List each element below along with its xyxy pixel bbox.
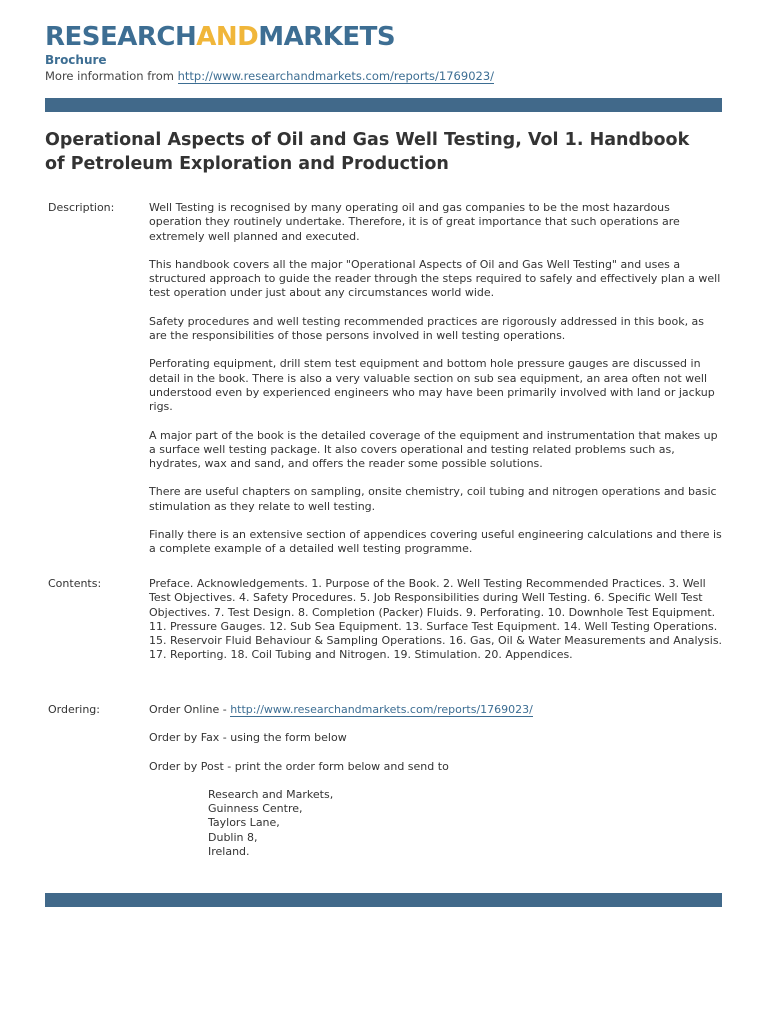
logo-research: RESEARCH	[45, 22, 197, 52]
description-paragraph: Finally there is an extensive section of appendices covering useful engineering calculations and there is a complete example of a detailed well testing programme.	[149, 528, 722, 556]
description-content	[149, 201, 723, 571]
address-line: Dublin 8,	[208, 830, 258, 844]
more-info-text: More information from	[45, 69, 178, 83]
brochure-label: Brochure	[45, 53, 107, 67]
address-line: Ireland.	[208, 845, 250, 859]
page-title: Operational Aspects of Oil and Gas Well Testing, Vol 1. Handbook of Petroleum Exploration and Production	[45, 130, 690, 174]
contents-label: Contents:	[48, 577, 102, 590]
more-info-line	[45, 69, 494, 83]
order-online-link[interactable]: http://www.researchandmarkets.com/reports/1769023/	[230, 703, 533, 716]
address-line: Taylors Lane,	[208, 816, 280, 830]
company-logo	[45, 22, 395, 52]
description-paragraph: Well Testing is recognised by many operating oil and gas companies to be the most hazardous operation they routinely undertake. Therefore, it is of great importance that such operations are extremely well planned and executed.	[149, 201, 680, 243]
order-online-text: Order Online -	[149, 703, 231, 716]
postal-address	[149, 788, 723, 859]
ordering-content	[149, 703, 723, 859]
order-post-line: Order by Post - print the order form below and send to	[149, 759, 449, 773]
order-online-line	[149, 703, 723, 717]
description-paragraph: A major part of the book is the detailed coverage of the equipment and instrumentation that makes up a surface well testing package. It also covers operational and testing related problems such as, hydrates, wax and sand, and offers the reader some possible solutions.	[149, 428, 718, 471]
logo-and: AND	[196, 22, 259, 52]
report-link[interactable]: http://www.researchandmarkets.com/reports/1769023/	[177, 69, 495, 83]
top-divider-bar	[45, 98, 722, 112]
bottom-divider-bar	[45, 893, 722, 907]
description-paragraph: There are useful chapters on sampling, onsite chemistry, coil tubing and nitrogen operations and basic stimulation as they relate to well testing.	[149, 485, 717, 513]
description-label: Description:	[48, 201, 115, 214]
description-paragraph: Perforating equipment, drill stem test equipment and bottom hole pressure gauges are discussed in detail in the book. There is also a very valuable section on sub sea equipment, an area often not well understood even by experienced engineers who may have been primarily involved with land or jackup rigs.	[149, 357, 715, 414]
ordering-label: Ordering:	[48, 703, 100, 716]
description-paragraph: Safety procedures and well testing recommended practices are rigorously addressed in this book, as are the responsibilities of those persons involved in well testing operations.	[149, 314, 705, 343]
address-line: Guinness Centre,	[208, 802, 303, 816]
logo-markets: MARKETS	[258, 22, 396, 52]
contents-text: Preface. Acknowledgements. 1. Purpose of the Book. 2. Well Testing Recommended Practices. 3. Well Test Objectives. 4. Safety Procedures. 5. Job Responsibilities during Well Testing. 6. Specific Well Test Objectives. 7. Test Design. 8. Completion (Packer) Fluids. 9. Perforating. 10. Downhole Test Equipment. 11. Pressure Gauges. 12. Sub Sea Equipment. 13. Surface Test Equipment. 14. Well Testing Operations. 15. Reservoir Fluid Behaviour & Sampling Operations. 16. Gas, Oil & Water Measurements and Analysis. 17. Reporting. 18. Coil Tubing and Nitrogen. 19. Stimulation. 20. Appendices.	[149, 577, 723, 662]
order-fax-line: Order by Fax - using the form below	[149, 731, 347, 745]
address-line: Research and Markets,	[208, 787, 334, 801]
description-paragraph: This handbook covers all the major "Operational Aspects of Oil and Gas Well Testing" and uses a structured approach to guide the reader through the steps required to safely and effectively plan a well test operation under just about any circumstances world wide.	[149, 257, 721, 300]
